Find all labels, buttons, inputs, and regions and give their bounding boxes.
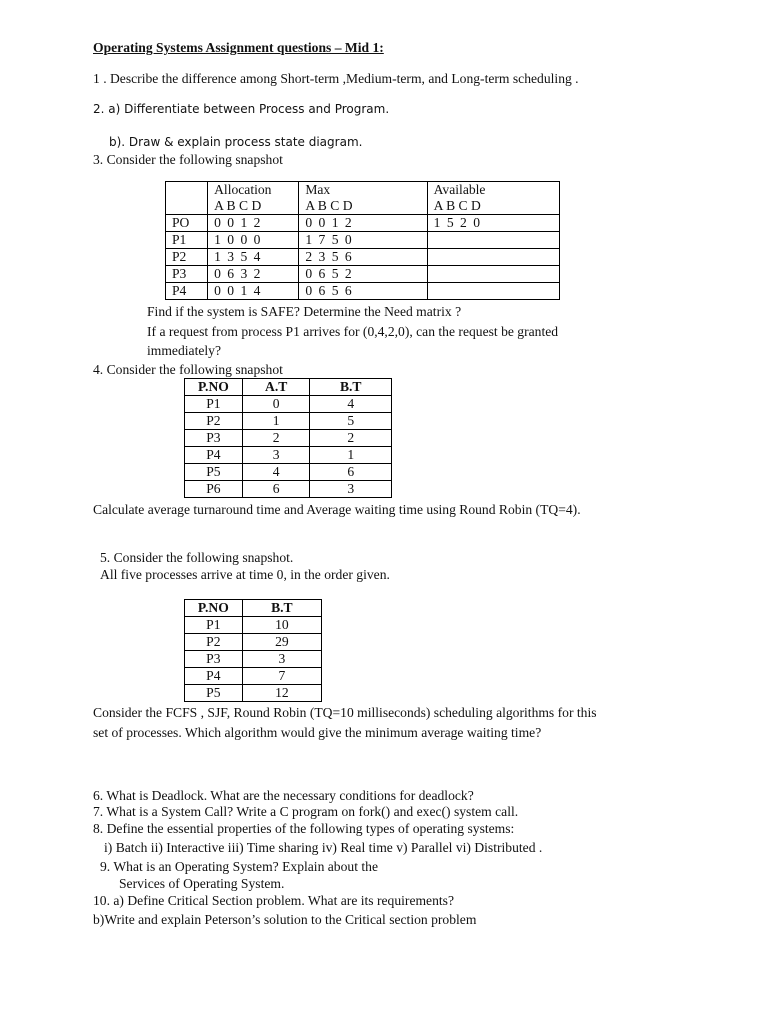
table-cell: P5 [185,685,243,702]
allocation-value: 1 3 5 4 [208,249,299,266]
question-3-heading: 3. Consider the following snapshot [93,152,283,167]
bt-header: B.T [242,600,321,617]
question-3-line-3: immediately? [147,343,221,358]
table-row [166,215,560,232]
table-row [185,447,392,464]
table-cell: 3 [242,651,321,668]
table-row [185,617,322,634]
round-robin-table [184,378,392,498]
table-cell: P5 [185,464,243,481]
question-2b: b). Draw & explain process state diagram. [109,135,363,149]
table-header-row [185,600,322,617]
allocation-value: 0 0 1 4 [208,283,299,300]
question-6: 6. What is Deadlock. What are the necessary conditions for deadlock? [93,788,474,803]
table-row [185,396,392,413]
table-cell: 0 [242,396,310,413]
question-5-heading: 5. Consider the following snapshot. [100,550,294,565]
max-value: 1 7 5 0 [299,232,427,249]
table-cell: P1 [185,396,243,413]
table-cell: 3 [242,447,310,464]
table-cell: 5 [310,413,392,430]
process-id: P1 [166,232,208,249]
table-cell: 1 [310,447,392,464]
table-cell: P1 [185,617,243,634]
question-9-line-2: Services of Operating System. [119,876,285,891]
bt-header: B.T [310,379,392,396]
table-cell: 6 [242,481,310,498]
max-header: Max [299,182,427,199]
table-row [185,634,322,651]
max-value: 0 6 5 2 [299,266,427,283]
table-header-row [166,182,560,199]
question-8-options: i) Batch ii) Interactive iii) Time sharing iv) Real time v) Parallel vi) Distributed . [104,840,543,855]
process-id: P2 [166,249,208,266]
available-value [427,232,559,249]
table-row [166,232,560,249]
question-7: 7. What is a System Call? Write a C program on fork() and exec() system call. [93,804,519,819]
question-1: 1 . Describe the difference among Short-term ,Medium-term, and Long-term scheduling . [93,71,579,86]
process-id: P3 [166,266,208,283]
question-5-footer-1: Consider the FCFS , SJF, Round Robin (TQ=10 milliseconds) scheduling algorithms for this [93,705,597,720]
available-abcd: A B C D [427,198,559,215]
table-cell: P4 [185,668,243,685]
process-id: P4 [166,283,208,300]
table-cell: 6 [310,464,392,481]
max-value: 0 6 5 6 [299,283,427,300]
table-cell: 2 [242,430,310,447]
question-3-line-2: If a request from process P1 arrives for (0,4,2,0), can the request be granted [147,324,559,339]
max-value: 2 3 5 6 [299,249,427,266]
table-cell: 4 [310,396,392,413]
question-2a: 2. a) Differentiate between Process and Program. [93,102,390,116]
table-cell: 3 [310,481,392,498]
question-8: 8. Define the essential properties of the following types of operating systems: [93,821,515,836]
table-cell: P4 [185,447,243,464]
bankers-snapshot-table [165,181,560,300]
pno-header: P.NO [185,379,243,396]
table-cell: P3 [185,651,243,668]
table-cell: 7 [242,668,321,685]
process-id: PO [166,215,208,232]
available-value [427,249,559,266]
available-value [427,283,559,300]
allocation-value: 0 6 3 2 [208,266,299,283]
table-cell: 29 [242,634,321,651]
table-cell: P2 [185,634,243,651]
document-title: Operating Systems Assignment questions – Mid 1: [93,40,384,55]
question-5-subheading: All five processes arrive at time 0, in the order given. [100,567,390,582]
table-cell: P3 [185,430,243,447]
question-10a: 10. a) Define Critical Section problem. What are its requirements? [93,893,454,908]
table-cell: 12 [242,685,321,702]
allocation-abcd: A B C D [208,198,299,215]
table-row [185,668,322,685]
question-3-line-1: Find if the system is SAFE? Determine the Need matrix ? [147,304,462,319]
table-row [185,651,322,668]
table-row [185,464,392,481]
max-abcd: A B C D [299,198,427,215]
available-value: 1 5 2 0 [427,215,559,232]
question-4-footer: Calculate average turnaround time and Average waiting time using Round Robin (TQ=4). [93,502,581,517]
table-cell: P6 [185,481,243,498]
available-value [427,266,559,283]
table-cell: 10 [242,617,321,634]
table-row [166,283,560,300]
table-row [185,413,392,430]
table-row [166,249,560,266]
question-4-heading: 4. Consider the following snapshot [93,362,283,377]
table-row [166,266,560,283]
table-subheader-row [166,198,560,215]
available-header: Available [427,182,559,199]
table-cell: 1 [242,413,310,430]
allocation-value: 0 0 1 2 [208,215,299,232]
table-cell: P2 [185,413,243,430]
scheduling-table [184,599,322,702]
table-header-row [185,379,392,396]
question-9-line-1: 9. What is an Operating System? Explain about the [100,859,378,874]
table-cell: 2 [310,430,392,447]
table-row [185,430,392,447]
table-cell [166,182,208,215]
pno-header: P.NO [185,600,243,617]
at-header: A.T [242,379,310,396]
table-cell: 4 [242,464,310,481]
allocation-value: 1 0 0 0 [208,232,299,249]
table-row [185,685,322,702]
table-row [185,481,392,498]
question-5-footer-2: set of processes. Which algorithm would give the minimum average waiting time? [93,725,542,740]
question-10b: b)Write and explain Peterson’s solution to the Critical section problem [93,912,477,927]
allocation-header: Allocation [208,182,299,199]
max-value: 0 0 1 2 [299,215,427,232]
